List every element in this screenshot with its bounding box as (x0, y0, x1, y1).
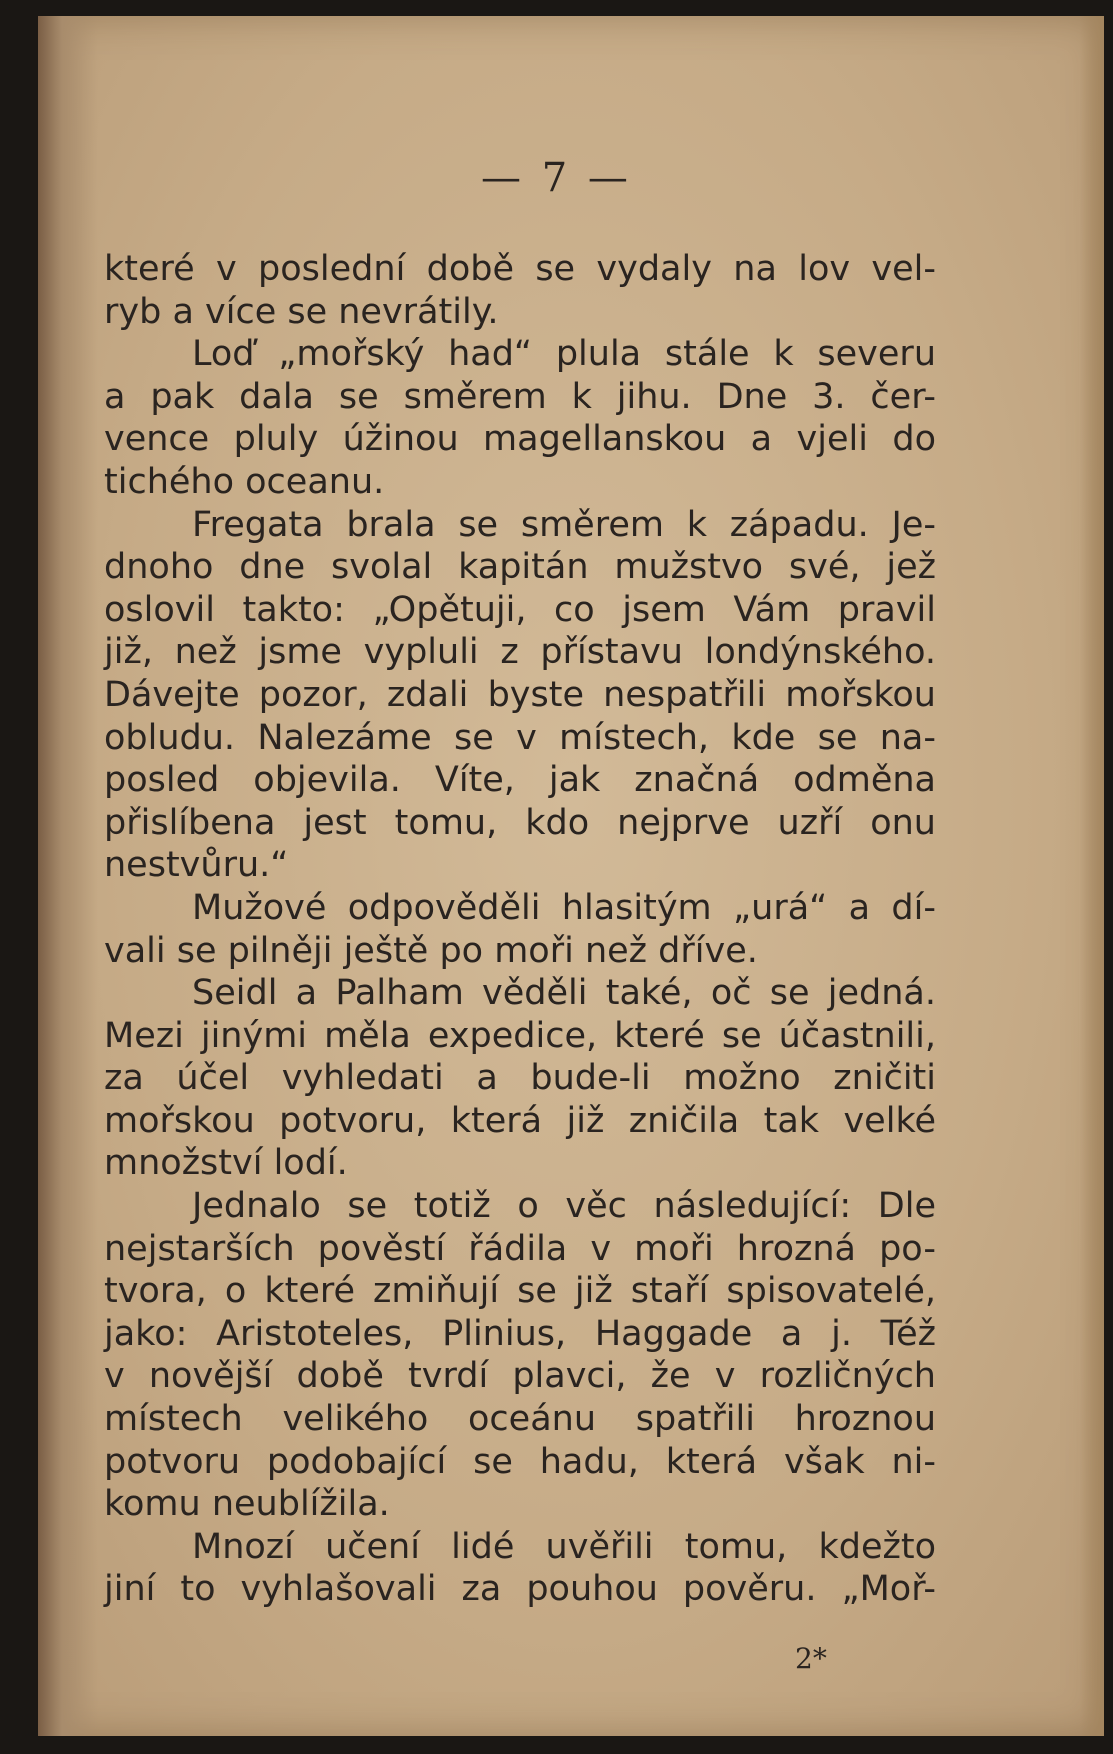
text-line: v novější době tvrdí plavci, že v rozličných (104, 1356, 936, 1397)
text-line: jako: Aristoteles, Plinius, Haggade a j. Též (104, 1313, 936, 1354)
text-line: Mnozí učení lidé uvěřili tomu, kdežto (192, 1526, 936, 1567)
text-line: vence pluly úžinou magellanskou a vjeli do (104, 419, 936, 460)
text-line: Fregata brala se směrem k západu. Je- (192, 504, 936, 545)
text-line: místech velikého oceánu spatřili hroznou (104, 1399, 936, 1440)
text-line: obludu. Nalezáme se v místech, kde se na- (104, 717, 936, 758)
text-line: nejstarších pověstí řádila v moři hrozná po- (104, 1228, 936, 1269)
text-line: přislíbena jest tomu, kdo nejprve uzří onu (104, 802, 936, 843)
text-line: posled objevila. Víte, jak značná odměna (104, 760, 936, 801)
text-line: vali se pilněji ještě po moři než dříve. (104, 930, 758, 971)
text-line: Dávejte pozor, zdali byste nespatřili mořskou (104, 674, 936, 715)
text-line: Mužové odpověděli hlasitým „urá“ a dí- (192, 887, 936, 928)
text-line: mořskou potvoru, která již zničila tak velké (104, 1100, 936, 1141)
text-line: a pak dala se směrem k jihu. Dne 3. čer- (104, 376, 936, 417)
signature-mark: 2* (795, 1642, 827, 1675)
text-line: které v poslední době se vydaly na lov vel- (104, 249, 936, 289)
book-spine-shadow (38, 16, 98, 1736)
text-line: jiní to vyhlašovali za pouhou pověru. „Moř- (104, 1569, 936, 1610)
text-line: tvora, o které zmiňují se již staří spisovatelé, (104, 1271, 936, 1312)
text-line: ryb a více se nevrátily. (104, 291, 499, 332)
text-line: komu neublížila. (104, 1484, 390, 1525)
text-line: potvoru podobající se hadu, která však ni- (104, 1441, 936, 1482)
text-line: Mezi jinými měla expedice, které se účastnili, (104, 1015, 936, 1056)
page-number: — 7 — (481, 155, 632, 201)
text-line: již, než jsme vypluli z přístavu londýnského. (104, 632, 936, 673)
text-line: Loď „mořský had“ plula stále k severu (192, 334, 936, 375)
body-text (104, 248, 936, 1611)
text-line: množství lodí. (104, 1143, 348, 1184)
text-line: oslovil takto: „Opětuji, co jsem Vám pravil (104, 589, 936, 630)
text-line: nestvůru.“ (104, 845, 289, 886)
text-line: za účel vyhledati a bude-li možno zničiti (104, 1058, 936, 1099)
text-line: Seidl a Palham věděli také, oč se jedná. (192, 973, 936, 1014)
text-line: Jednalo se totiž o věc následující: Dle (192, 1186, 936, 1227)
text-line: dnoho dne svolal kapitán mužstvo své, jež (104, 547, 936, 588)
text-line: tichého oceanu. (104, 461, 385, 502)
page-edge-shadow (1080, 16, 1104, 1736)
